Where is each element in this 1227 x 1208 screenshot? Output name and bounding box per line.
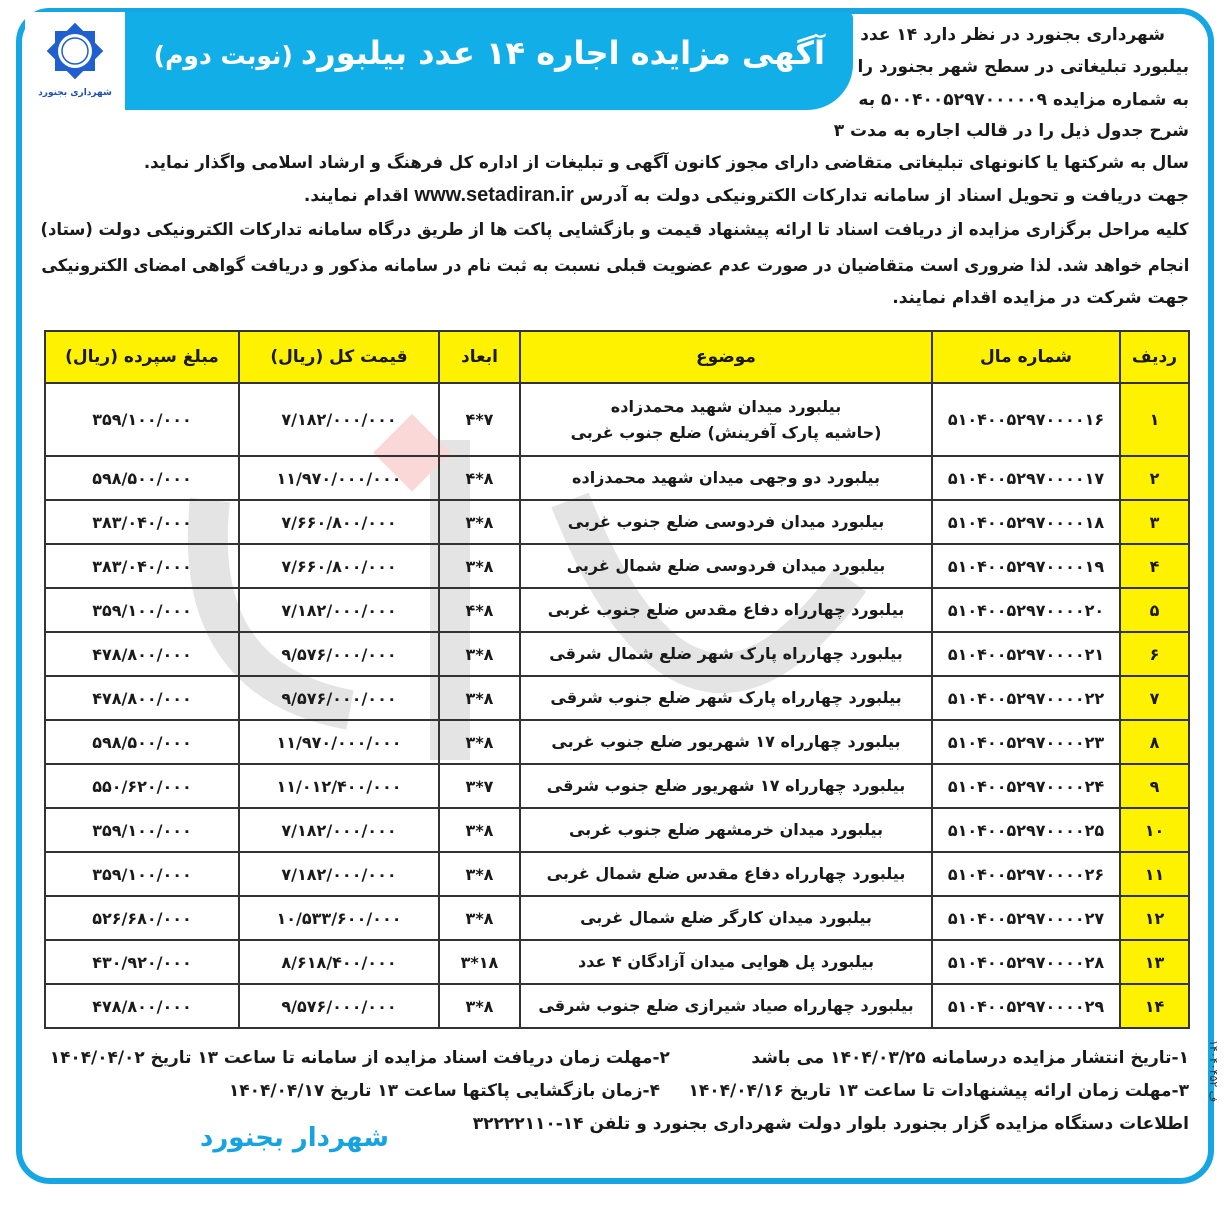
- deposit-value: ۵۹۸/۵۰۰/۰۰۰: [92, 732, 192, 752]
- asset-number-value: ۵۱۰۴۰۰۵۲۹۷۰۰۰۰۱۹: [947, 556, 1105, 576]
- cell-asset-number: [932, 720, 1120, 764]
- table-row: [45, 588, 1189, 632]
- col-dimensions: ابعاد: [439, 331, 520, 383]
- cell-total-price: [239, 940, 439, 984]
- subject-value: بیلبورد چهارراه صیاد شیرازی ضلع جنوب شرقی: [538, 996, 914, 1015]
- cell-dimensions: [439, 896, 520, 940]
- row-number-value: ۸: [1149, 732, 1160, 752]
- contact-text: اطلاعات دستگاه مزایده گزار بجنورد بلوار دولت شهرداری بجنورد و تلفن: [589, 1114, 1189, 1134]
- dimensions-value: ۳*۸: [465, 556, 494, 576]
- table-row: [45, 500, 1189, 544]
- asset-number-value: ۵۱۰۴۰۰۵۲۹۷۰۰۰۰۲۹: [947, 996, 1105, 1016]
- cell-total-price: [239, 808, 439, 852]
- dimensions-value: ۳*۸: [465, 512, 494, 532]
- asset-number-value: ۵۱۰۴۰۰۵۲۹۷۰۰۰۰۲۴: [947, 776, 1105, 796]
- deposit-value: ۴۷۸/۸۰۰/۰۰۰: [92, 996, 192, 1016]
- cell-subject: [520, 456, 932, 500]
- cell-total-price: [239, 588, 439, 632]
- cell-row-number: [1120, 500, 1189, 544]
- billboard-table: [44, 330, 1190, 1029]
- total-price-value: ۱۱/۰۱۲/۴۰۰/۰۰۰: [276, 776, 402, 796]
- cell-total-price: [239, 383, 439, 456]
- subject-value: بیلبورد چهارراه دفاع مقدس ضلع شمال غربی: [546, 864, 906, 883]
- intro-text: اقدام نمایند.: [303, 186, 409, 206]
- cell-deposit: [45, 588, 239, 632]
- intro-text: جهت شرکت در مزایده اقدام نمایند.: [892, 288, 1189, 308]
- cell-dimensions: [439, 676, 520, 720]
- col-asset-number: شماره مال: [932, 331, 1120, 383]
- dimensions-value: ۳*۸: [465, 996, 494, 1016]
- deposit-value: ۵۵۰/۶۲۰/۰۰۰: [92, 776, 192, 796]
- intro-line: [835, 86, 1189, 114]
- setadiran-link[interactable]: www.setadiran.ir: [414, 184, 574, 206]
- subject-value: بیلبورد چهارراه دفاع مقدس ضلع جنوب غربی: [547, 600, 905, 619]
- table-header-row: [45, 331, 1189, 383]
- row-number-value: ۹: [1149, 776, 1160, 796]
- table-row: [45, 984, 1189, 1028]
- cell-total-price: [239, 676, 439, 720]
- intro-text: شرح جدول ذیل را در قالب اجاره به مدت ۳: [833, 121, 1189, 141]
- cell-total-price: [239, 852, 439, 896]
- cell-dimensions: [439, 456, 520, 500]
- subject-value: بیلبورد میدان کارگر ضلع شمال غربی: [580, 908, 872, 927]
- table-row: [45, 764, 1189, 808]
- cell-row-number: [1120, 588, 1189, 632]
- note-text: ۳-مهلت زمان ارائه پیشنهادات تا ساعت ۱۳ تاریخ ۱۴۰۴/۰۴/۱۶: [688, 1081, 1189, 1101]
- subject-value: بیلبورد میدان شهید محمدزاده (حاشیه پارک آفرینش) ضلع جنوب غربی: [570, 396, 882, 442]
- side-code: ف ۱۴۰۴۰۴۵۲: [1207, 1040, 1220, 1103]
- note-1: [739, 1044, 1189, 1072]
- cell-asset-number: [932, 676, 1120, 720]
- dimensions-value: ۳*۸: [465, 820, 494, 840]
- table-row: [45, 808, 1189, 852]
- cell-row-number: [1120, 676, 1189, 720]
- col-total-price: قیمت کل (ریال): [239, 331, 439, 383]
- cell-row-number: [1120, 940, 1189, 984]
- table-row: [45, 676, 1189, 720]
- total-price-value: ۷/۱۸۲/۰۰۰/۰۰۰: [281, 600, 397, 620]
- title-round: (نوبت دوم): [153, 41, 293, 70]
- intro-text: سال به شرکتها یا کانونهای تبلیغاتی متقاضی دارای مجوز کانون آگهی و تبلیغات از اداره کل فرهنگ و ارشاد اسلامی واگذار نماید.: [144, 153, 1189, 173]
- intro-text: کلیه مراحل برگزاری مزایده از دریافت اسناد تا ارائه پیشنهاد قیمت و بازگشایی پاکت ها از طریق درگاه سامانه تدارکات الکترونیکی دولت (ستاد): [41, 220, 1189, 240]
- total-price-value: ۱۱/۹۷۰/۰۰۰/۰۰۰: [276, 732, 402, 752]
- intro-line: [144, 149, 1189, 177]
- cell-subject: [520, 383, 932, 456]
- subject-value: بیلبورد میدان خرمشهر ضلع جنوب غربی: [568, 820, 884, 839]
- note-3: [669, 1077, 1189, 1105]
- cell-row-number: [1120, 896, 1189, 940]
- cell-deposit: [45, 720, 239, 764]
- title-main: آگهی مزایده اجاره ۱۴ عدد بیلبورد: [300, 34, 825, 72]
- cell-dimensions: [439, 544, 520, 588]
- row-number-value: ۲: [1149, 468, 1160, 488]
- subject-value: بیلبورد چهارراه پارک شهر ضلع شمال شرقی: [549, 644, 903, 663]
- dimensions-value: ۳*۷: [465, 776, 494, 796]
- deposit-value: ۳۵۹/۱۰۰/۰۰۰: [92, 820, 192, 840]
- col-deposit: مبلغ سپرده (ریال): [45, 331, 239, 383]
- deposit-value: ۳۵۹/۱۰۰/۰۰۰: [92, 410, 192, 429]
- cell-dimensions: [439, 940, 520, 984]
- row-number-value: ۴: [1149, 556, 1160, 576]
- signature: شهردار بجنورد: [200, 1123, 389, 1153]
- row-number-value: ۱۲: [1144, 908, 1165, 928]
- col-row-number: ردیف: [1120, 331, 1189, 383]
- row-number-value: ۷: [1149, 688, 1160, 708]
- deposit-value: ۳۸۳/۰۴۰/۰۰۰: [92, 556, 192, 576]
- total-price-value: ۱۱/۹۷۰/۰۰۰/۰۰۰: [276, 468, 402, 488]
- deposit-value: ۴۷۸/۸۰۰/۰۰۰: [92, 644, 192, 664]
- subject-value: بیلبورد دو وجهی میدان شهید محمدزاده: [572, 468, 880, 487]
- asset-number-value: ۵۱۰۴۰۰۵۲۹۷۰۰۰۰۲۵: [947, 820, 1105, 840]
- cell-subject: [520, 588, 932, 632]
- table-row: [45, 544, 1189, 588]
- row-number-value: ۱۴: [1144, 996, 1165, 1016]
- intro-text: جهت دریافت و تحویل اسناد از سامانه تدارکات الکترونیکی دولت به آدرس: [579, 186, 1189, 206]
- cell-deposit: [45, 852, 239, 896]
- cell-asset-number: [932, 852, 1120, 896]
- cell-dimensions: [439, 632, 520, 676]
- subject-value: بیلبورد چهارراه ۱۷ شهریور ضلع جنوب غربی: [551, 732, 901, 751]
- dimensions-value: ۴*۸: [465, 600, 494, 620]
- asset-number-value: ۵۱۰۴۰۰۵۲۹۷۰۰۰۰۱۷: [947, 468, 1105, 488]
- note-2: [50, 1044, 670, 1072]
- logo-emblem-icon: [40, 16, 110, 86]
- municipality-logo: [25, 12, 125, 108]
- cell-asset-number: [932, 383, 1120, 456]
- total-price-value: ۹/۵۷۶/۰۰۰/۰۰۰: [281, 996, 397, 1016]
- cell-dimensions: [439, 808, 520, 852]
- total-price-value: ۱۰/۵۳۳/۶۰۰/۰۰۰: [276, 908, 402, 928]
- intro-text: شهرداری بجنورد در نظر دارد ۱۴ عدد: [860, 25, 1165, 45]
- dimensions-value: ۳*۸: [465, 688, 494, 708]
- asset-number-value: ۵۱۰۴۰۰۵۲۹۷۰۰۰۰۲۷: [947, 908, 1105, 928]
- cell-subject: [520, 984, 932, 1028]
- cell-total-price: [239, 896, 439, 940]
- cell-subject: [520, 808, 932, 852]
- asset-number-value: ۵۱۰۴۰۰۵۲۹۷۰۰۰۰۲۲: [947, 688, 1105, 708]
- cell-row-number: [1120, 456, 1189, 500]
- total-price-value: ۷/۱۸۲/۰۰۰/۰۰۰: [281, 820, 397, 840]
- row-number-value: ۳: [1149, 512, 1160, 532]
- deposit-value: ۴۷۸/۸۰۰/۰۰۰: [92, 688, 192, 708]
- intro-line: [41, 216, 1189, 244]
- asset-number-value: ۵۱۰۴۰۰۵۲۹۷۰۰۰۰۲۳: [947, 732, 1105, 752]
- cell-dimensions: [439, 852, 520, 896]
- col-subject: موضوع: [520, 331, 932, 383]
- subject-value: بیلبورد چهارراه پارک شهر ضلع جنوب شرقی: [550, 688, 902, 707]
- table-row: [45, 852, 1189, 896]
- intro-text: انجام خواهد شد. لذا ضروری است متقاضیان در صورت عدم عضویت قبلی نسبت به ثبت نام در سامانه مذکور و دریافت گواهی امضای الکترونیکی: [41, 256, 1189, 276]
- total-price-value: ۹/۵۷۶/۰۰۰/۰۰۰: [281, 644, 397, 664]
- cell-asset-number: [932, 588, 1120, 632]
- intro-line: [41, 252, 1189, 280]
- subject-value: بیلبورد میدان فردوسی ضلع شمال غربی: [566, 556, 886, 575]
- cell-deposit: [45, 632, 239, 676]
- cell-subject: [520, 676, 932, 720]
- cell-row-number: [1120, 764, 1189, 808]
- asset-number-value: ۵۱۰۴۰۰۵۲۹۷۰۰۰۰۱۸: [947, 512, 1105, 532]
- dimensions-value: ۳*۸: [465, 644, 494, 664]
- cell-dimensions: [439, 383, 520, 456]
- cell-total-price: [239, 720, 439, 764]
- title-banner: [125, 12, 853, 110]
- cell-deposit: [45, 676, 239, 720]
- dimensions-value: ۴*۷: [465, 410, 494, 429]
- asset-number-value: ۵۱۰۴۰۰۵۲۹۷۰۰۰۰۲۶: [947, 864, 1105, 884]
- cell-row-number: [1120, 632, 1189, 676]
- intro-line: [789, 284, 1189, 312]
- note-4: [190, 1077, 660, 1105]
- cell-row-number: [1120, 808, 1189, 852]
- intro-text: بیلبورد تبلیغاتی در سطح شهر بجنورد را: [857, 57, 1189, 77]
- cell-deposit: [45, 383, 239, 456]
- cell-row-number: [1120, 544, 1189, 588]
- note-text: ۴-زمان بازگشایی پاکتها ساعت ۱۳ تاریخ ۱۴۰۴/۰۴/۱۷: [228, 1081, 660, 1101]
- cell-total-price: [239, 632, 439, 676]
- row-number-value: ۵: [1149, 600, 1160, 620]
- note-text: ۱-تاریخ انتشار مزایده درسامانه ۱۴۰۴/۰۳/۲۵ می باشد: [751, 1048, 1189, 1068]
- deposit-value: ۳۵۹/۱۰۰/۰۰۰: [92, 864, 192, 884]
- intro-line: [835, 21, 1165, 49]
- cell-dimensions: [439, 588, 520, 632]
- asset-number-value: ۵۱۰۴۰۰۵۲۹۷۰۰۰۰۲۰: [947, 600, 1105, 620]
- cell-dimensions: [439, 720, 520, 764]
- cell-asset-number: [932, 632, 1120, 676]
- phone-number: ۳۲۲۲۲۱۱۰-۱۴: [472, 1114, 584, 1134]
- note-text: ۲-مهلت زمان دریافت اسناد مزایده از سامانه تا ساعت ۱۳ تاریخ ۱۴۰۴/۰۴/۰۲: [50, 1048, 670, 1068]
- cell-dimensions: [439, 764, 520, 808]
- cell-asset-number: [932, 500, 1120, 544]
- cell-total-price: [239, 984, 439, 1028]
- cell-dimensions: [439, 500, 520, 544]
- cell-total-price: [239, 544, 439, 588]
- total-price-value: ۷/۶۶۰/۸۰۰/۰۰۰: [281, 556, 397, 576]
- deposit-value: ۵۲۶/۶۸۰/۰۰۰: [92, 908, 192, 928]
- cell-deposit: [45, 764, 239, 808]
- table-row: [45, 383, 1189, 456]
- dimensions-value: ۳*۸: [465, 864, 494, 884]
- cell-subject: [520, 764, 932, 808]
- cell-deposit: [45, 896, 239, 940]
- deposit-value: ۵۹۸/۵۰۰/۰۰۰: [92, 468, 192, 488]
- row-number-value: ۱۰: [1144, 820, 1165, 840]
- cell-asset-number: [932, 764, 1120, 808]
- cell-total-price: [239, 764, 439, 808]
- dimensions-value: ۴*۸: [465, 468, 494, 488]
- asset-number-value: ۵۱۰۴۰۰۵۲۹۷۰۰۰۰۲۸: [947, 952, 1105, 972]
- subject-value: بیلبورد میدان فردوسی ضلع جنوب غربی: [567, 512, 885, 531]
- cell-deposit: [45, 940, 239, 984]
- cell-deposit: [45, 984, 239, 1028]
- subject-value: بیلبورد پل هوایی میدان آزادگان ۴ عدد: [578, 952, 874, 971]
- dimensions-value: ۳*۸: [465, 732, 494, 752]
- intro-line: [809, 117, 1189, 145]
- cell-subject: [520, 896, 932, 940]
- total-price-value: ۷/۶۶۰/۸۰۰/۰۰۰: [281, 512, 397, 532]
- cell-row-number: [1120, 984, 1189, 1028]
- cell-deposit: [45, 500, 239, 544]
- intro-line: [835, 53, 1189, 81]
- deposit-value: ۳۵۹/۱۰۰/۰۰۰: [92, 600, 192, 620]
- cell-subject: [520, 544, 932, 588]
- cell-row-number: [1120, 852, 1189, 896]
- cell-deposit: [45, 808, 239, 852]
- deposit-value: ۴۳۰/۹۲۰/۰۰۰: [92, 952, 192, 972]
- total-price-value: ۸/۶۱۸/۴۰۰/۰۰۰: [281, 952, 397, 972]
- cell-subject: [520, 940, 932, 984]
- row-number-value: ۱: [1149, 410, 1160, 429]
- cell-asset-number: [932, 896, 1120, 940]
- asset-number-value: ۵۱۰۴۰۰۵۲۹۷۰۰۰۰۲۱: [947, 644, 1105, 664]
- cell-asset-number: [932, 456, 1120, 500]
- dimensions-value: ۳*۸: [465, 908, 494, 928]
- total-price-value: ۹/۵۷۶/۰۰۰/۰۰۰: [281, 688, 397, 708]
- cell-asset-number: [932, 940, 1120, 984]
- cell-asset-number: [932, 984, 1120, 1028]
- cell-dimensions: [439, 984, 520, 1028]
- table-row: [45, 632, 1189, 676]
- cell-subject: [520, 500, 932, 544]
- cell-total-price: [239, 456, 439, 500]
- cell-subject: [520, 720, 932, 764]
- cell-deposit: [45, 456, 239, 500]
- logo-text: شهرداری بجنورد: [38, 88, 112, 98]
- row-number-value: ۶: [1149, 644, 1160, 664]
- asset-number-value: ۵۱۰۴۰۰۵۲۹۷۰۰۰۰۱۶: [947, 410, 1105, 429]
- subject-value: بیلبورد چهارراه ۱۷ شهریور ضلع جنوب شرقی: [546, 776, 906, 795]
- table-row: [45, 456, 1189, 500]
- table-row: [45, 720, 1189, 764]
- row-number-value: ۱۳: [1144, 952, 1165, 972]
- dimensions-value: ۳*۱۸: [460, 952, 499, 972]
- total-price-value: ۷/۱۸۲/۰۰۰/۰۰۰: [281, 410, 397, 429]
- table-row: [45, 940, 1189, 984]
- cell-row-number: [1120, 383, 1189, 456]
- total-price-value: ۷/۱۸۲/۰۰۰/۰۰۰: [281, 864, 397, 884]
- cell-subject: [520, 632, 932, 676]
- cell-subject: [520, 852, 932, 896]
- cell-total-price: [239, 500, 439, 544]
- contact-info: [469, 1110, 1189, 1138]
- intro-text: به شماره مزایده ۵۰۰۴۰۰۵۲۹۷۰۰۰۰۰۹ به: [858, 90, 1189, 110]
- cell-deposit: [45, 544, 239, 588]
- deposit-value: ۳۸۳/۰۴۰/۰۰۰: [92, 512, 192, 532]
- cell-asset-number: [932, 808, 1120, 852]
- page-title: [154, 34, 825, 72]
- row-number-value: ۱۱: [1144, 864, 1165, 884]
- intro-line: [289, 181, 1189, 209]
- cell-asset-number: [932, 544, 1120, 588]
- cell-row-number: [1120, 720, 1189, 764]
- table-row: [45, 896, 1189, 940]
